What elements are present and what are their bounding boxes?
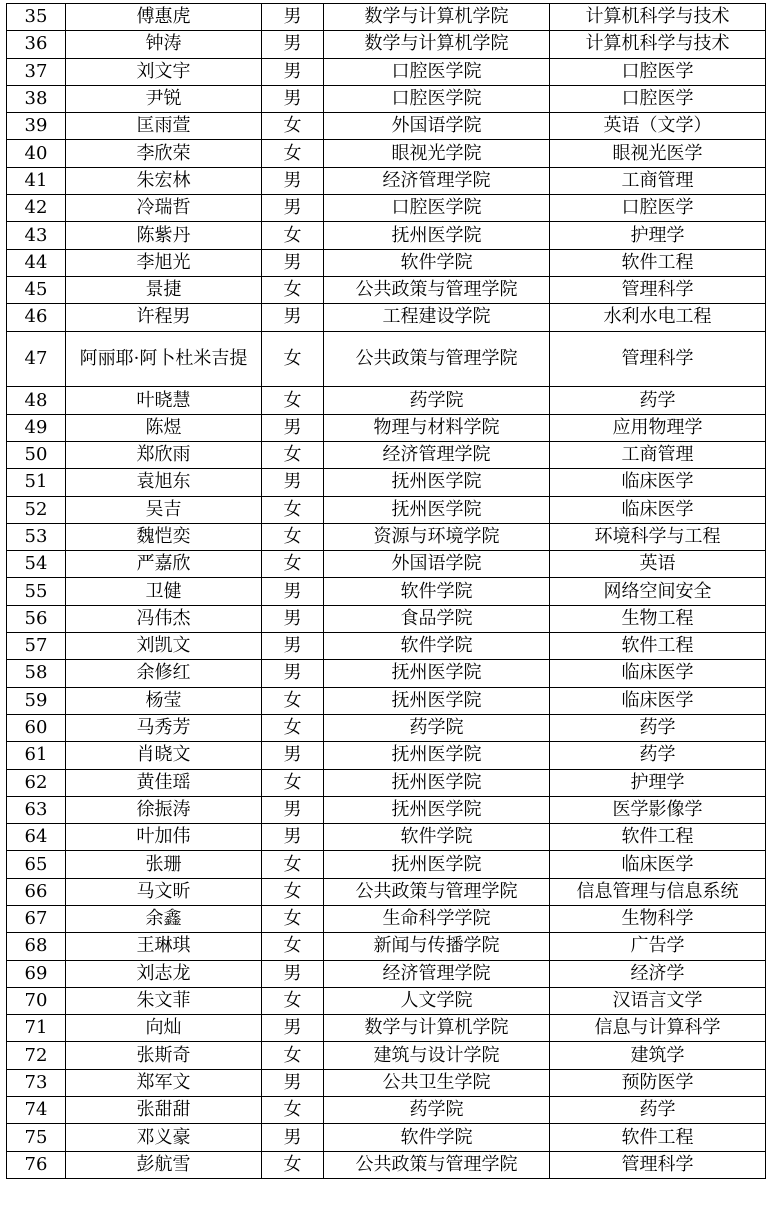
row-number-cell: 63 xyxy=(7,796,66,823)
student-list-table xyxy=(6,3,766,1179)
college-cell: 生命科学学院 xyxy=(324,906,550,933)
gender-cell: 男 xyxy=(262,1015,324,1042)
table-row xyxy=(7,1042,766,1069)
college-cell: 建筑与设计学院 xyxy=(324,1042,550,1069)
college-cell: 抚州医学院 xyxy=(324,851,550,878)
college-cell: 药学院 xyxy=(324,1097,550,1124)
table-row xyxy=(7,276,766,303)
table-row xyxy=(7,687,766,714)
gender-cell: 男 xyxy=(262,633,324,660)
college-cell: 抚州医学院 xyxy=(324,496,550,523)
name-cell: 余鑫 xyxy=(66,906,262,933)
name-cell: 刘凯文 xyxy=(66,633,262,660)
row-number-cell: 47 xyxy=(7,331,66,387)
name-cell: 朱文菲 xyxy=(66,987,262,1014)
college-cell: 经济管理学院 xyxy=(324,441,550,468)
major-cell: 软件工程 xyxy=(550,633,766,660)
table-row xyxy=(7,742,766,769)
row-number-cell: 69 xyxy=(7,960,66,987)
name-cell: 魏恺奕 xyxy=(66,523,262,550)
college-cell: 眼视光学院 xyxy=(324,140,550,167)
major-cell: 临床医学 xyxy=(550,469,766,496)
college-cell: 抚州医学院 xyxy=(324,796,550,823)
major-cell: 口腔医学 xyxy=(550,85,766,112)
row-number-cell: 36 xyxy=(7,31,66,58)
row-number-cell: 51 xyxy=(7,469,66,496)
row-number-cell: 43 xyxy=(7,222,66,249)
name-cell: 徐振涛 xyxy=(66,796,262,823)
major-cell: 管理科学 xyxy=(550,276,766,303)
table-row xyxy=(7,304,766,331)
college-cell: 食品学院 xyxy=(324,605,550,632)
major-cell: 信息管理与信息系统 xyxy=(550,878,766,905)
name-cell: 匡雨萱 xyxy=(66,113,262,140)
row-number-cell: 75 xyxy=(7,1124,66,1151)
row-number-cell: 72 xyxy=(7,1042,66,1069)
table-row xyxy=(7,140,766,167)
college-cell: 经济管理学院 xyxy=(324,960,550,987)
college-cell: 公共政策与管理学院 xyxy=(324,331,550,387)
major-cell: 管理科学 xyxy=(550,331,766,387)
major-cell: 临床医学 xyxy=(550,851,766,878)
row-number-cell: 45 xyxy=(7,276,66,303)
college-cell: 口腔医学院 xyxy=(324,85,550,112)
major-cell: 药学 xyxy=(550,1097,766,1124)
table-row xyxy=(7,523,766,550)
college-cell: 软件学院 xyxy=(324,578,550,605)
college-cell: 抚州医学院 xyxy=(324,222,550,249)
college-cell: 口腔医学院 xyxy=(324,195,550,222)
name-cell: 邓义豪 xyxy=(66,1124,262,1151)
gender-cell: 男 xyxy=(262,578,324,605)
gender-cell: 男 xyxy=(262,960,324,987)
gender-cell: 男 xyxy=(262,1124,324,1151)
college-cell: 工程建设学院 xyxy=(324,304,550,331)
name-cell: 叶加伟 xyxy=(66,824,262,851)
row-number-cell: 61 xyxy=(7,742,66,769)
row-number-cell: 74 xyxy=(7,1097,66,1124)
major-cell: 软件工程 xyxy=(550,824,766,851)
name-cell: 李欣荣 xyxy=(66,140,262,167)
name-cell: 叶晓慧 xyxy=(66,387,262,414)
row-number-cell: 49 xyxy=(7,414,66,441)
name-cell: 刘志龙 xyxy=(66,960,262,987)
major-cell: 广告学 xyxy=(550,933,766,960)
gender-cell: 男 xyxy=(262,796,324,823)
table-row xyxy=(7,441,766,468)
name-cell: 杨莹 xyxy=(66,687,262,714)
gender-cell: 女 xyxy=(262,906,324,933)
college-cell: 口腔医学院 xyxy=(324,58,550,85)
table-row xyxy=(7,878,766,905)
college-cell: 公共政策与管理学院 xyxy=(324,878,550,905)
name-cell: 许程男 xyxy=(66,304,262,331)
name-cell: 向灿 xyxy=(66,1015,262,1042)
gender-cell: 男 xyxy=(262,742,324,769)
name-cell: 马文昕 xyxy=(66,878,262,905)
name-cell: 马秀芳 xyxy=(66,714,262,741)
college-cell: 公共政策与管理学院 xyxy=(324,1151,550,1178)
table-row xyxy=(7,933,766,960)
name-cell: 朱宏林 xyxy=(66,167,262,194)
major-cell: 临床医学 xyxy=(550,496,766,523)
table-row xyxy=(7,1069,766,1096)
name-cell: 钟涛 xyxy=(66,31,262,58)
row-number-cell: 67 xyxy=(7,906,66,933)
name-cell: 彭航雪 xyxy=(66,1151,262,1178)
college-cell: 新闻与传播学院 xyxy=(324,933,550,960)
row-number-cell: 46 xyxy=(7,304,66,331)
college-cell: 公共政策与管理学院 xyxy=(324,276,550,303)
gender-cell: 男 xyxy=(262,469,324,496)
college-cell: 经济管理学院 xyxy=(324,167,550,194)
name-cell: 傅惠虎 xyxy=(66,4,262,31)
gender-cell: 女 xyxy=(262,1151,324,1178)
name-cell: 冷瑞哲 xyxy=(66,195,262,222)
table-row xyxy=(7,1124,766,1151)
gender-cell: 女 xyxy=(262,331,324,387)
table-row xyxy=(7,769,766,796)
gender-cell: 女 xyxy=(262,276,324,303)
major-cell: 环境科学与工程 xyxy=(550,523,766,550)
major-cell: 软件工程 xyxy=(550,249,766,276)
table-row xyxy=(7,195,766,222)
major-cell: 计算机科学与技术 xyxy=(550,4,766,31)
name-cell: 郑军文 xyxy=(66,1069,262,1096)
name-cell: 肖晓文 xyxy=(66,742,262,769)
row-number-cell: 62 xyxy=(7,769,66,796)
row-number-cell: 53 xyxy=(7,523,66,550)
table-row xyxy=(7,633,766,660)
table-row xyxy=(7,222,766,249)
major-cell: 信息与计算科学 xyxy=(550,1015,766,1042)
college-cell: 外国语学院 xyxy=(324,551,550,578)
name-cell: 张甜甜 xyxy=(66,1097,262,1124)
row-number-cell: 54 xyxy=(7,551,66,578)
gender-cell: 女 xyxy=(262,551,324,578)
major-cell: 英语 xyxy=(550,551,766,578)
major-cell: 眼视光医学 xyxy=(550,140,766,167)
gender-cell: 女 xyxy=(262,933,324,960)
table-row xyxy=(7,85,766,112)
table-row xyxy=(7,113,766,140)
college-cell: 外国语学院 xyxy=(324,113,550,140)
name-cell: 严嘉欣 xyxy=(66,551,262,578)
table-row xyxy=(7,387,766,414)
table-row xyxy=(7,551,766,578)
major-cell: 临床医学 xyxy=(550,660,766,687)
gender-cell: 男 xyxy=(262,824,324,851)
major-cell: 网络空间安全 xyxy=(550,578,766,605)
name-cell: 李旭光 xyxy=(66,249,262,276)
major-cell: 经济学 xyxy=(550,960,766,987)
gender-cell: 女 xyxy=(262,523,324,550)
gender-cell: 女 xyxy=(262,1042,324,1069)
name-cell: 阿丽耶·阿卜杜米吉提 xyxy=(66,331,262,387)
major-cell: 英语（文学） xyxy=(550,113,766,140)
row-number-cell: 41 xyxy=(7,167,66,194)
row-number-cell: 35 xyxy=(7,4,66,31)
gender-cell: 女 xyxy=(262,113,324,140)
row-number-cell: 76 xyxy=(7,1151,66,1178)
major-cell: 口腔医学 xyxy=(550,195,766,222)
table-row xyxy=(7,1151,766,1178)
gender-cell: 女 xyxy=(262,222,324,249)
table-row xyxy=(7,414,766,441)
row-number-cell: 60 xyxy=(7,714,66,741)
name-cell: 余修红 xyxy=(66,660,262,687)
name-cell: 卫健 xyxy=(66,578,262,605)
table-row xyxy=(7,605,766,632)
table-row xyxy=(7,714,766,741)
table-row xyxy=(7,496,766,523)
name-cell: 陈煜 xyxy=(66,414,262,441)
row-number-cell: 65 xyxy=(7,851,66,878)
major-cell: 软件工程 xyxy=(550,1124,766,1151)
table-row xyxy=(7,331,766,387)
name-cell: 景捷 xyxy=(66,276,262,303)
row-number-cell: 48 xyxy=(7,387,66,414)
gender-cell: 女 xyxy=(262,987,324,1014)
gender-cell: 女 xyxy=(262,387,324,414)
college-cell: 软件学院 xyxy=(324,824,550,851)
college-cell: 抚州医学院 xyxy=(324,742,550,769)
name-cell: 王琳琪 xyxy=(66,933,262,960)
gender-cell: 女 xyxy=(262,878,324,905)
college-cell: 药学院 xyxy=(324,714,550,741)
row-number-cell: 66 xyxy=(7,878,66,905)
name-cell: 郑欣雨 xyxy=(66,441,262,468)
major-cell: 临床医学 xyxy=(550,687,766,714)
college-cell: 数学与计算机学院 xyxy=(324,4,550,31)
name-cell: 吴吉 xyxy=(66,496,262,523)
major-cell: 生物工程 xyxy=(550,605,766,632)
major-cell: 药学 xyxy=(550,387,766,414)
table-row xyxy=(7,1097,766,1124)
college-cell: 抚州医学院 xyxy=(324,687,550,714)
table-row xyxy=(7,660,766,687)
major-cell: 药学 xyxy=(550,714,766,741)
row-number-cell: 68 xyxy=(7,933,66,960)
row-number-cell: 52 xyxy=(7,496,66,523)
college-cell: 软件学院 xyxy=(324,249,550,276)
table-row xyxy=(7,578,766,605)
gender-cell: 男 xyxy=(262,4,324,31)
table-row xyxy=(7,906,766,933)
major-cell: 应用物理学 xyxy=(550,414,766,441)
name-cell: 袁旭东 xyxy=(66,469,262,496)
row-number-cell: 73 xyxy=(7,1069,66,1096)
gender-cell: 男 xyxy=(262,1069,324,1096)
row-number-cell: 57 xyxy=(7,633,66,660)
college-cell: 数学与计算机学院 xyxy=(324,31,550,58)
gender-cell: 男 xyxy=(262,195,324,222)
gender-cell: 男 xyxy=(262,304,324,331)
row-number-cell: 50 xyxy=(7,441,66,468)
gender-cell: 女 xyxy=(262,441,324,468)
table-row xyxy=(7,167,766,194)
major-cell: 预防医学 xyxy=(550,1069,766,1096)
major-cell: 口腔医学 xyxy=(550,58,766,85)
table-row xyxy=(7,1015,766,1042)
gender-cell: 男 xyxy=(262,660,324,687)
table-row xyxy=(7,824,766,851)
college-cell: 抚州医学院 xyxy=(324,469,550,496)
gender-cell: 女 xyxy=(262,769,324,796)
row-number-cell: 39 xyxy=(7,113,66,140)
major-cell: 工商管理 xyxy=(550,441,766,468)
major-cell: 管理科学 xyxy=(550,1151,766,1178)
gender-cell: 男 xyxy=(262,31,324,58)
name-cell: 张珊 xyxy=(66,851,262,878)
table-row xyxy=(7,58,766,85)
major-cell: 生物科学 xyxy=(550,906,766,933)
college-cell: 软件学院 xyxy=(324,1124,550,1151)
gender-cell: 女 xyxy=(262,496,324,523)
table-row xyxy=(7,960,766,987)
name-cell: 尹锐 xyxy=(66,85,262,112)
college-cell: 资源与环境学院 xyxy=(324,523,550,550)
row-number-cell: 58 xyxy=(7,660,66,687)
table-row xyxy=(7,4,766,31)
row-number-cell: 71 xyxy=(7,1015,66,1042)
gender-cell: 男 xyxy=(262,85,324,112)
college-cell: 人文学院 xyxy=(324,987,550,1014)
name-cell: 冯伟杰 xyxy=(66,605,262,632)
table-row xyxy=(7,469,766,496)
gender-cell: 女 xyxy=(262,714,324,741)
major-cell: 护理学 xyxy=(550,769,766,796)
gender-cell: 女 xyxy=(262,687,324,714)
major-cell: 计算机科学与技术 xyxy=(550,31,766,58)
table-row xyxy=(7,249,766,276)
row-number-cell: 59 xyxy=(7,687,66,714)
name-cell: 陈紫丹 xyxy=(66,222,262,249)
row-number-cell: 56 xyxy=(7,605,66,632)
gender-cell: 男 xyxy=(262,414,324,441)
row-number-cell: 37 xyxy=(7,58,66,85)
row-number-cell: 42 xyxy=(7,195,66,222)
gender-cell: 女 xyxy=(262,851,324,878)
row-number-cell: 64 xyxy=(7,824,66,851)
row-number-cell: 55 xyxy=(7,578,66,605)
name-cell: 黄佳瑶 xyxy=(66,769,262,796)
table-body xyxy=(7,4,766,1179)
table-row xyxy=(7,987,766,1014)
name-cell: 刘文宇 xyxy=(66,58,262,85)
major-cell: 医学影像学 xyxy=(550,796,766,823)
major-cell: 护理学 xyxy=(550,222,766,249)
table-row xyxy=(7,796,766,823)
college-cell: 药学院 xyxy=(324,387,550,414)
row-number-cell: 44 xyxy=(7,249,66,276)
gender-cell: 女 xyxy=(262,140,324,167)
name-cell: 张斯奇 xyxy=(66,1042,262,1069)
row-number-cell: 38 xyxy=(7,85,66,112)
college-cell: 抚州医学院 xyxy=(324,769,550,796)
major-cell: 药学 xyxy=(550,742,766,769)
major-cell: 建筑学 xyxy=(550,1042,766,1069)
row-number-cell: 70 xyxy=(7,987,66,1014)
college-cell: 抚州医学院 xyxy=(324,660,550,687)
college-cell: 物理与材料学院 xyxy=(324,414,550,441)
gender-cell: 男 xyxy=(262,58,324,85)
college-cell: 数学与计算机学院 xyxy=(324,1015,550,1042)
gender-cell: 男 xyxy=(262,249,324,276)
gender-cell: 男 xyxy=(262,605,324,632)
college-cell: 软件学院 xyxy=(324,633,550,660)
gender-cell: 男 xyxy=(262,167,324,194)
table-row xyxy=(7,851,766,878)
major-cell: 工商管理 xyxy=(550,167,766,194)
major-cell: 水利水电工程 xyxy=(550,304,766,331)
row-number-cell: 40 xyxy=(7,140,66,167)
gender-cell: 女 xyxy=(262,1097,324,1124)
college-cell: 公共卫生学院 xyxy=(324,1069,550,1096)
major-cell: 汉语言文学 xyxy=(550,987,766,1014)
table-row xyxy=(7,31,766,58)
